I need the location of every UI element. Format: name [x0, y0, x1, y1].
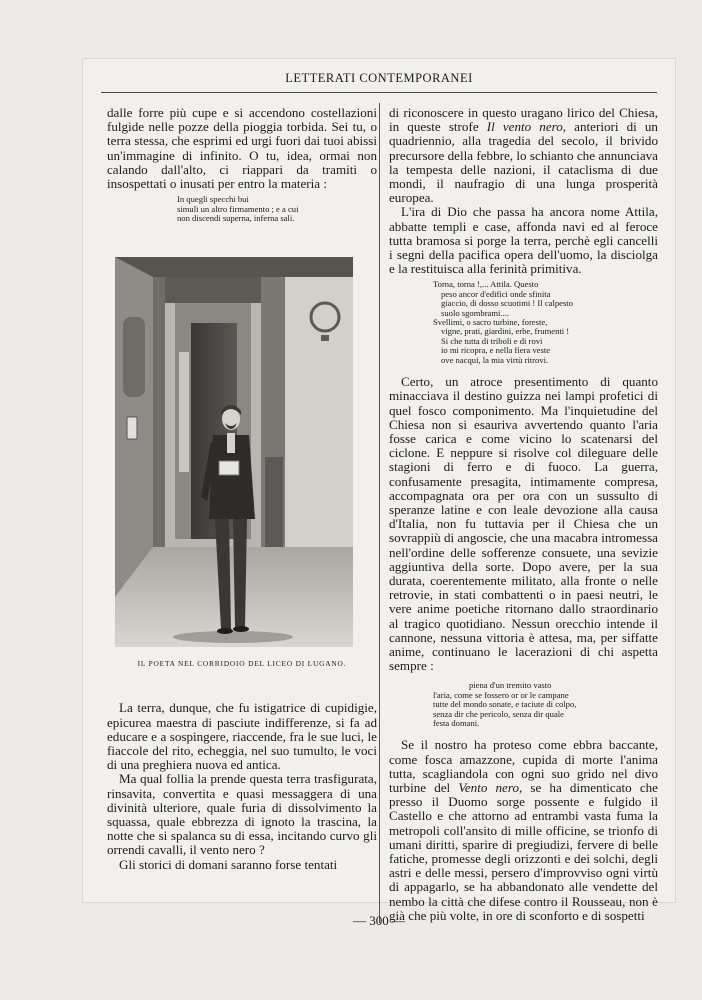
verse-line: Si che tutta di triboli e di rovi	[441, 335, 543, 346]
poet-photograph	[115, 257, 353, 647]
verse-line: senza dir che pericolo, senza dir quale	[433, 708, 564, 719]
verse-line: l'aria, come se fossero or or le campane	[433, 689, 569, 700]
verse-quote-1	[107, 195, 377, 223]
verse-quote-2	[389, 280, 658, 365]
left-paragraph-2: La terra, dunque, che fu istigatrice di cupidigie, epicurea maestra di pasciute indifferenze, si fa ad educare e a sospingere, riaccende, fra le sue luci, le fiaccole del rito, echeggia, nel suo tumulto, le voci di una preghiera nuova ed antica.	[107, 700, 377, 773]
left-paragraph-1: dalle forre più cupe e si accendono costellazioni fulgide nelle pozze della pioggia torbida. Sei tu, o terra stessa, che esprimi ed urgi fuori dai tuoi abissi un'immagine di infinito. O tu, idea, ormai non calando dall'alto, ci riappari da tramiti o insospettati o inusati per entro la materia :	[107, 105, 377, 192]
verse-line: suolo sgombrami....	[441, 307, 510, 318]
left-paragraph-4: Gli storici di domani saranno forse tentati	[119, 856, 338, 872]
page-sheet	[82, 58, 676, 928]
text-run: Se il nostro ha proteso come ebbra baccante, come fosca amazzone, cupida di morte l'anima tutta, scagliandola con ogni suo grido nel divo turbine del	[389, 737, 658, 795]
right-paragraph-1	[389, 106, 658, 205]
verse-line: non discendi superna, inferna sali.	[177, 213, 295, 224]
photo-caption: IL POETA NEL CORRIDOIO DEL LICEO DI LUGANO.	[137, 659, 347, 669]
verse-quote-3	[389, 681, 658, 728]
text-run: di riconoscere in questo uragano lirico del Chiesa, in queste strofe	[389, 105, 658, 135]
verse-line: tutte del mondo sonate, e taciute di colpo,	[433, 699, 577, 710]
verse-line: piena d'un tremito vasto	[469, 680, 552, 691]
verse-line: ove nacqui, la mia virtù ritrovi.	[441, 354, 549, 365]
page-number: — 300 —	[353, 913, 405, 928]
poem-title: Il vento nero	[486, 119, 563, 135]
column-divider	[379, 103, 380, 923]
right-paragraph-4	[389, 738, 658, 923]
text-run: , se ha dimenticato che presso il Duomo sorge possente e fulgido il Castello e che attorno ad entrambi vasta fuma la metropoli coll'ansito di mille officine, se trionfo di umani diritti, sparire di pregiudizi, fervere di belle fatiche, promesse degli orizzonti e dei solchi, degli astri e delle messi, persero d'improvviso ogni virtù di appagarlo, se ha abbandonato alle vendette del nembo la città che difese contro il Rousseau, non è già che più volte, in ore di sconforto e di sospetti	[389, 780, 658, 923]
header-rule	[101, 92, 657, 93]
photograph-illustration	[115, 257, 353, 647]
verse-line: Torna, torna !,... Attila. Questo	[433, 279, 539, 290]
text-run: , anteriori di un quadriennio, alla tragedia del secolo, il brivido precursore della febbre, lo schianto che annunciava la tempesta delle nazioni, il cataclisma di due mondi, il naufragio di una lunga prosperità europea.	[389, 119, 658, 206]
verse-line: vigne, prati, giardini, erbe, frumenti !	[441, 326, 570, 337]
right-paragraph-2: L'ira di Dio che passa ha ancora nome Attila, abbatte templi e case, affonda navi ed al feroce tutta bramosa si porge la terra, perchè egli cancelli i segni della pacifica opera dell'uomo, la disciolga e la restituisca alla ferinità primitiva.	[389, 204, 658, 277]
verse-line: io mi ricopra, e nella fiera veste	[441, 345, 551, 356]
running-head: LETTERATI CONTEMPORANEI	[285, 71, 473, 85]
right-column	[389, 106, 658, 923]
verse-line: peso ancor d'edifici onde sfinita	[441, 288, 551, 299]
verse-line: simuli un altro firmamento ; e a cui	[177, 203, 299, 214]
right-paragraph-3: Certo, un atroce presentimento di quanto minacciava il destino guizza nei lampi profetici di quel fosco componimento. Ma l'inquietudine del Chiesa non si esauriva avvertendo quanto l'aria fosse carica e come vicino lo scatenarsi del ciclone. E neppure si risolve col dileguare delle stagioni di ferro e di fuoco. La guerra, confusamente presagita, intimamente compresa, accompagnata ora per ora con un sussulto di speranze latine e con leale devozione alla causa d'Italia, non fu tuttavia per il Chiesa che un sovrappiù di angoscie, che una macabra intromessa nell'ordine delle sofferenze consuete, una sevizie aggiuntiva della sorte. Dopo avere, per la sua durata, coerentemente militato, alla fronte o nelle retrovie, in stati combattenti o in paesi neutri, le vere anime poetiche ritornano dallo straordinario al tragico quotidiano. Nessun orecchio intende il cannone, nessuna vittoria è attesa, ma, per siffatte anime, continuano le lacerazioni di chi aspetta sempre :	[389, 374, 658, 674]
verse-line: giaccio, di dosso scuotimi ! Il calpesto	[441, 298, 573, 309]
poem-title: Vento nero	[458, 780, 520, 795]
left-column	[107, 106, 377, 872]
left-paragraph-3: Ma qual follia la prende questa terra trasfigurata, rinsavita, convertita e quasi messaggera di una divinità ulteriore, quale furia di dissolvimento la squassa, quale ebbrezza di ignoto la trascina, la notte che si spalanca su di essa, incitando curvo gli orrendi cavalli, il vento nero ?	[107, 771, 377, 858]
verse-line: festa domani.	[433, 717, 480, 728]
verse-line: Svellimi, o sacro turbine, foreste,	[433, 317, 548, 328]
verse-line: In quegli specchi bui	[177, 194, 249, 205]
